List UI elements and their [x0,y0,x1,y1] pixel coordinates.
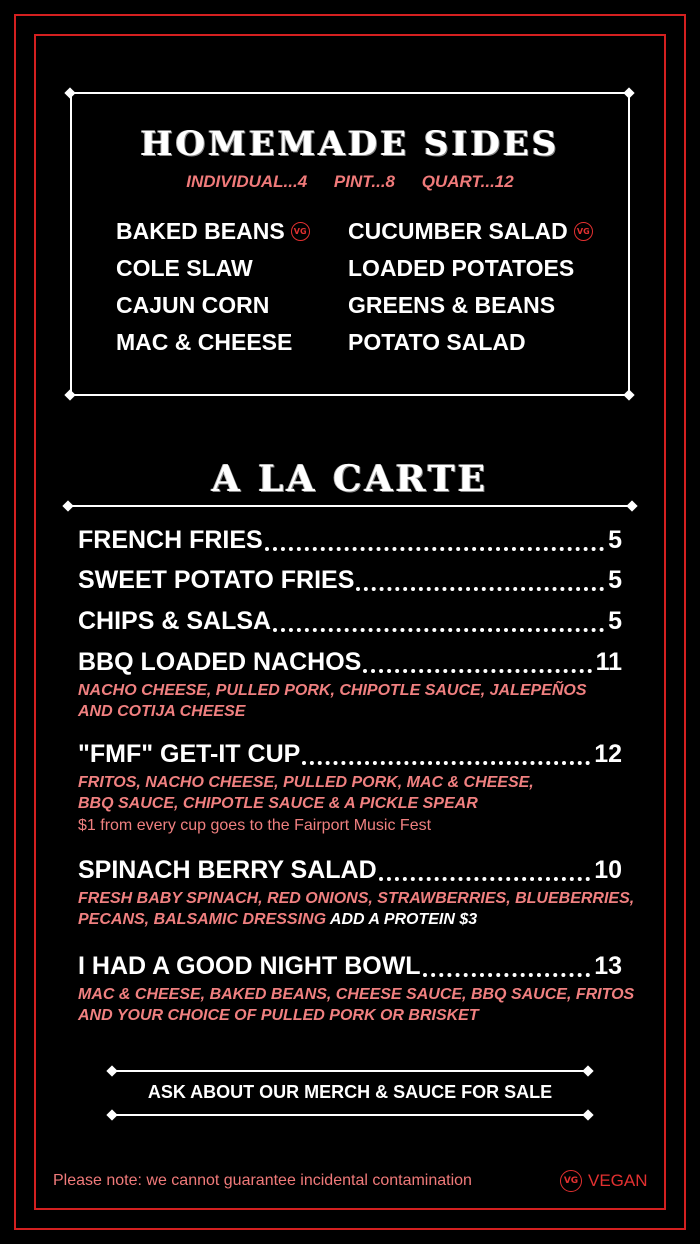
dot-leader [379,861,591,881]
menu-item-price: 10 [594,856,622,884]
side-item-label: COLE SLAW [116,255,253,281]
side-item-label: GREENS & BEANS [348,292,556,318]
menu-item-description: FRITOS, NACHO CHEESE, PULLED PORK, MAC & CHEESE, BBQ SAUCE, CHIPOTLE SAUCE & A PICKLE SPEAR [78,774,534,812]
menu-item-price: 11 [595,648,622,676]
side-item [348,218,593,245]
side-item-label: POTATO SALAD [348,329,526,355]
menu-item-price: 5 [608,566,622,594]
menu-item-name: I HAD A GOOD NIGHT BOWL [78,952,421,980]
side-item-label: LOADED POTATOES [348,255,575,281]
vegan-icon: VG [291,222,310,241]
menu-item-name: "FMF" GET-IT CUP [78,740,301,768]
menu-item-name: SWEET POTATO FRIES [78,566,355,594]
menu-item-name: FRENCH FRIES [78,526,263,554]
menu-item [78,648,622,677]
vegan-icon: VG [560,1170,582,1192]
vegan-icon: VG [574,222,593,241]
menu-item [78,856,622,885]
side-item [348,329,526,356]
side-item [348,255,574,282]
menu-item [78,607,622,636]
menu-item-name: CHIPS & SALSA [78,607,272,635]
side-item [116,329,292,356]
vegan-legend [560,1170,648,1192]
menu-item-description: MAC & CHEESE, BAKED BEANS, CHEESE SAUCE, BBQ SAUCE, FRITOS AND YOUR CHOICE OF PULLED PORK OR BRISKET [78,986,635,1024]
dot-leader [363,653,591,673]
dot-leader [356,571,604,591]
size-pint: PINT...8 [333,172,396,191]
side-item [348,292,555,319]
menu-item-price: 5 [608,607,622,635]
dot-leader [265,531,604,551]
carte-title: A LA CARTE [211,458,489,500]
menu-item [78,740,622,769]
menu-item-price: 12 [594,740,622,768]
menu-item-description: NACHO CHEESE, PULLED PORK, CHIPOTLE SAUCE, JALEPEÑOS AND COTIJA CHEESE [78,682,587,720]
add-protein-note: ADD A PROTEIN $3 [329,911,478,928]
sides-title: HOMEMADE SIDES [140,124,560,164]
dot-leader [302,745,590,765]
size-quart: QUART...12 [421,172,514,191]
menu-item-name: SPINACH BERRY SALAD [78,856,377,884]
menu-item [78,952,622,981]
merch-banner: ASK ABOUT OUR MERCH & SAUCE FOR SALE [147,1082,553,1102]
side-item-label: MAC & CHEESE [116,329,293,355]
side-item-label: CAJUN CORN [116,292,270,318]
side-item-label: BAKED BEANS [116,218,285,244]
menu-item-name: BBQ LOADED NACHOS [78,648,362,676]
side-item-label: CUCUMBER SALAD [348,218,568,244]
side-item [116,255,253,282]
dot-leader [423,957,591,977]
menu-item-description: FRESH BABY SPINACH, RED ONIONS, STRAWBERRIES, BLUEBERRIES, PECANS, BALSAMIC DRESSING ADD A PROTEIN $3 [78,890,635,928]
size-individual: INDIVIDUAL...4 [186,172,308,191]
menu-item-price: 5 [608,526,622,554]
menu-item-price: 13 [594,952,622,980]
menu-item [78,526,622,555]
side-item [116,292,269,319]
allergen-note: Please note: we cannot guarantee incidental contamination [53,1172,472,1189]
menu-item [78,566,622,595]
side-item [116,218,310,245]
sides-sizes [0,172,700,192]
vegan-label: VEGAN [588,1171,648,1190]
dot-leader [273,612,604,632]
charity-note: $1 from every cup goes to the Fairport Music Fest [78,817,432,834]
